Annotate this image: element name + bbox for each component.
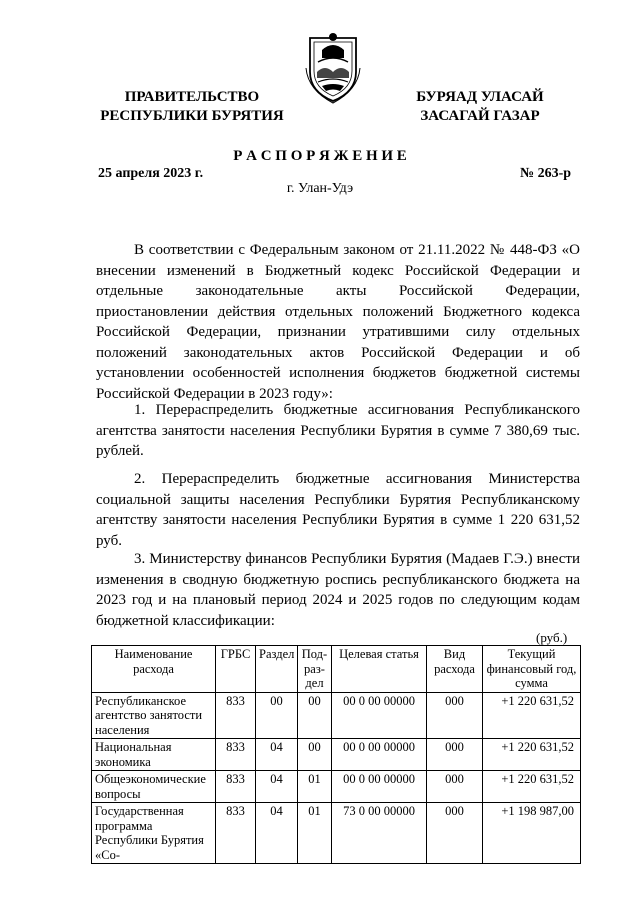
- cell-name: Общеэкономические вопросы: [92, 771, 216, 803]
- document-title: Р А С П О Р Я Ж Е Н И Е: [233, 148, 407, 164]
- header-left: [92, 88, 292, 126]
- preamble-paragraph: [96, 240, 580, 404]
- cell-section: 04: [256, 771, 298, 803]
- item-1-text: 1. Перераспределить бюджетные ассигнования Республиканского агентства занятости населения Республики Бурятия в сумме 7 380,69 тыс. рублей.: [96, 402, 580, 459]
- item-3-paragraph: [96, 549, 580, 631]
- header-right: [392, 88, 568, 126]
- item-2-paragraph: [96, 469, 580, 551]
- cell-target-article: 00 0 00 00000: [332, 771, 427, 803]
- header-subsection: Под-раз-дел: [298, 646, 332, 693]
- cell-section: 04: [256, 739, 298, 771]
- document-number: № 263-р: [520, 166, 572, 181]
- item-3-text: 3. Министерству финансов Республики Бурятия (Мадаев Г.Э.) внести изменения в сводную бюджетную роспись республиканского бюджета на 2023 год и на плановый период 2024 и 2025 годов по следующим кодам бюджетной классификации:: [96, 551, 580, 629]
- cell-subsection: 01: [298, 803, 332, 864]
- header-current-year-sum: Текущий финансовый год, сумма: [483, 646, 581, 693]
- cell-expense-type: 000: [427, 739, 483, 771]
- cell-section: 04: [256, 803, 298, 864]
- table-header-row: [92, 646, 581, 693]
- header-expense-type: Вид расхода: [427, 646, 483, 693]
- cell-grbs: 833: [216, 803, 256, 864]
- cell-expense-type: 000: [427, 771, 483, 803]
- cell-grbs: 833: [216, 739, 256, 771]
- coat-of-arms-emblem: [304, 28, 362, 104]
- preamble-text: В соответствии с Федеральным законом от 21.11.2022 № 448-ФЗ «О внесении изменений в Бюджетный кодекс Российской Федерации и отдельные законодательные акты Российской Федерации, приостановлении действия отдельных положений Бюджетного кодекса Российской Федерации, признании утратившими силу отдельных положений законодательных актов Российской Федерации и об установлении особенностей исполнения бюджетов бюджетной системы Российской Федерации в 2023 году»:: [96, 242, 580, 402]
- cell-subsection: 00: [298, 692, 332, 739]
- table-unit-label: (руб.): [536, 630, 568, 645]
- header-left-line2: РЕСПУБЛИКИ БУРЯТИЯ: [100, 108, 284, 124]
- cell-grbs: 833: [216, 692, 256, 739]
- cell-subsection: 00: [298, 739, 332, 771]
- cell-subsection: 01: [298, 771, 332, 803]
- cell-expense-type: 000: [427, 803, 483, 864]
- cell-name: Государственная программа Республики Бурятия «Со-: [92, 803, 216, 864]
- cell-sum: +1 220 631,52: [483, 771, 581, 803]
- header-grbs: ГРБС: [216, 646, 256, 693]
- table-row: [92, 692, 581, 739]
- cell-expense-type: 000: [427, 692, 483, 739]
- table-row: [92, 739, 581, 771]
- cell-target-article: 73 0 00 00000: [332, 803, 427, 864]
- table-row: [92, 803, 581, 864]
- document-city: г. Улан-Удэ: [286, 181, 354, 196]
- cell-section: 00: [256, 692, 298, 739]
- cell-sum: +1 220 631,52: [483, 739, 581, 771]
- header-section: Раздел: [256, 646, 298, 693]
- cell-grbs: 833: [216, 771, 256, 803]
- budget-table: [91, 645, 581, 864]
- document-date: 25 апреля 2023 г.: [98, 166, 204, 181]
- table-row: [92, 771, 581, 803]
- header-right-line2: ЗАСАГАЙ ГАЗАР: [420, 108, 540, 124]
- header-right-line1: БУРЯАД УЛАСАЙ: [416, 89, 544, 105]
- cell-name: Республиканское агентство занятости населения: [92, 692, 216, 739]
- item-2-text: 2. Перераспределить бюджетные ассигнования Министерства социальной защиты населения Республики Бурятия Республиканскому агентству занятости населения Республики Бурятия в сумме 1 220 631,52 руб.: [96, 471, 580, 549]
- cell-name: Национальная экономика: [92, 739, 216, 771]
- cell-target-article: 00 0 00 00000: [332, 692, 427, 739]
- cell-sum: +1 198 987,00: [483, 803, 581, 864]
- header-target-article: Целевая статья: [332, 646, 427, 693]
- header-name: Наименование расхода: [92, 646, 216, 693]
- item-1-paragraph: [96, 400, 580, 462]
- cell-sum: +1 220 631,52: [483, 692, 581, 739]
- cell-target-article: 00 0 00 00000: [332, 739, 427, 771]
- header-left-line1: ПРАВИТЕЛЬСТВО: [124, 89, 260, 105]
